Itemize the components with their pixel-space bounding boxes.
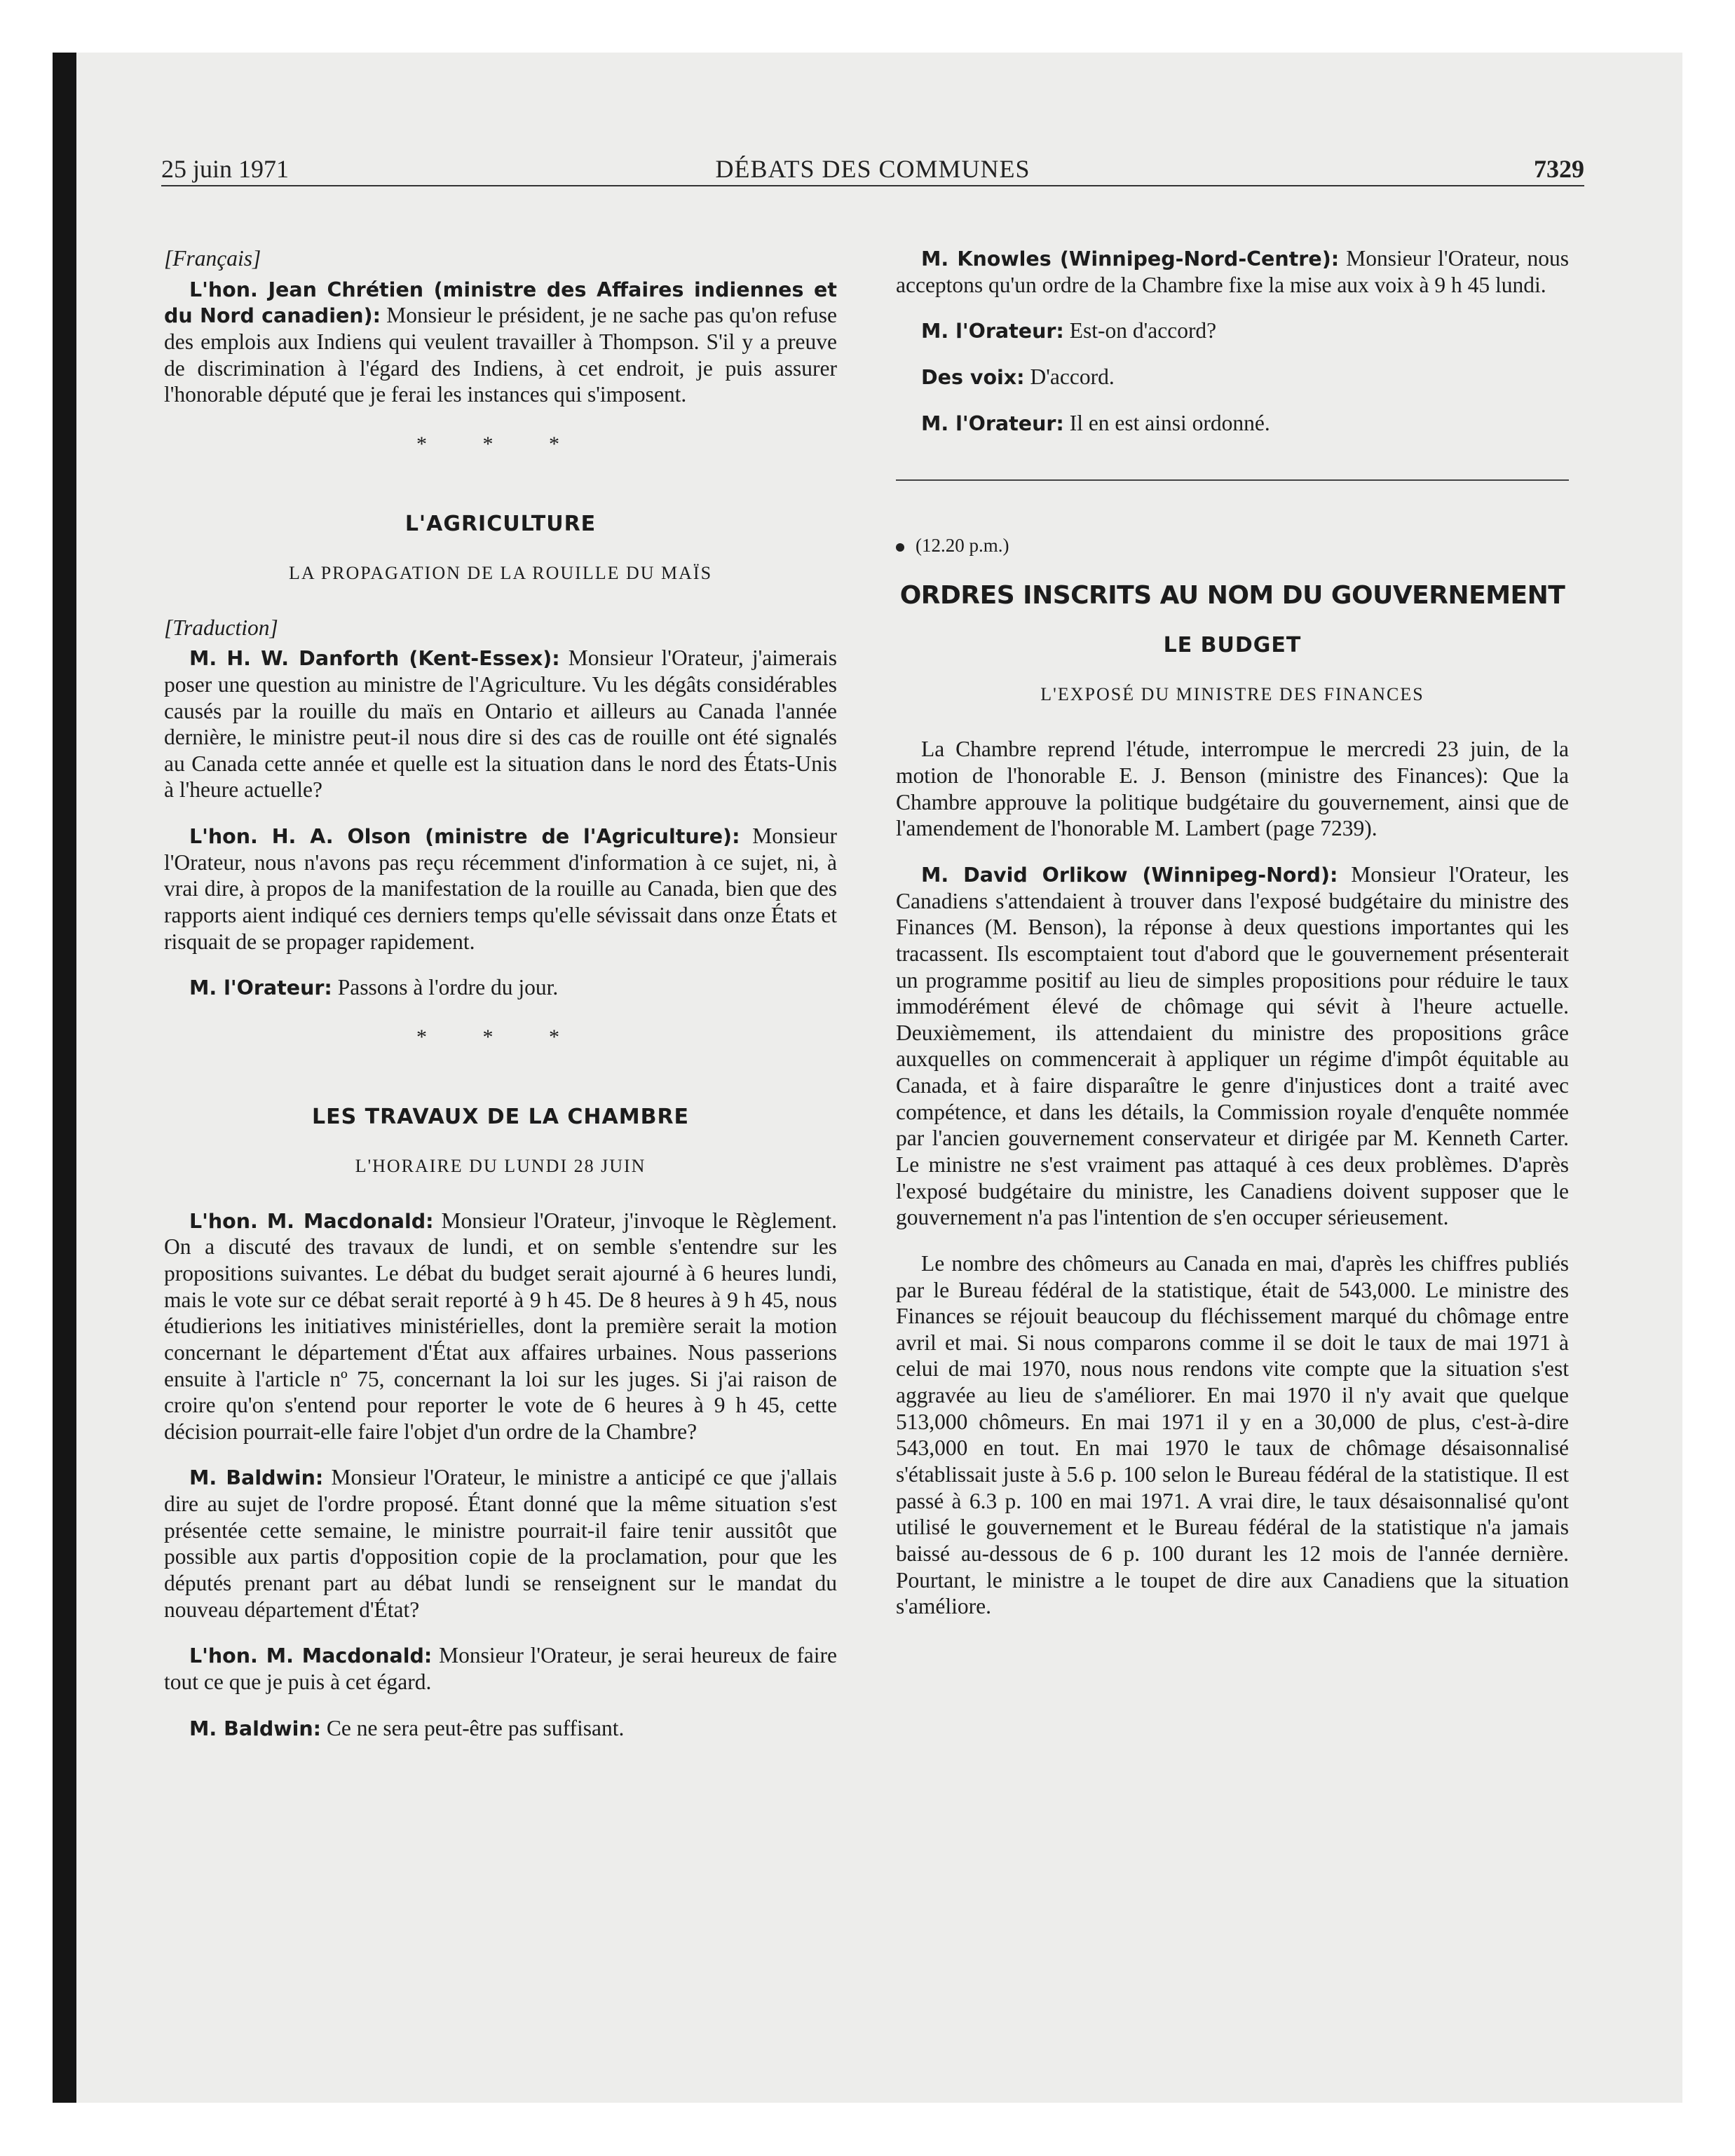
binding-edge (53, 53, 76, 2103)
speaker: M. l'Orateur: (921, 411, 1064, 435)
paragraph (896, 410, 1569, 437)
section-separator: * * * (416, 1025, 585, 1049)
running-header (161, 154, 1584, 189)
speaker: L'hon. M. Macdonald: (189, 1644, 433, 1668)
speaker: M. Baldwin: (189, 1466, 324, 1490)
speech-text: Monsieur l'Orateur, nous acceptons qu'un ordre de la Chambre fixe la mise aux voix à 9 h 45 lundi. (896, 246, 1570, 297)
speech-text: Monsieur l'Orateur, j'aimerais poser une question au ministre de l'Agriculture. Vu les dégâts considérables causés par la rouille du maïs en Ontario et ailleurs au Canada l'année dernière, le ministre peut-il nous dire si des cas de rouille ont été signalés au Canada cette année et quelle est la situation dans le nord des États-Unis à l'heure actuelle? (164, 646, 837, 803)
section-heading: LES TRAVAUX DE LA CHAMBRE (311, 1104, 690, 1129)
paragraph (164, 645, 837, 803)
speech-text: Monsieur l'Orateur, j'invoque le Règlement. On a discuté des travaux de lundi, et on semble s'entendre sur les propositions suivantes. Le débat du budget serait ajourné à 6 heures lundi, mais le vote sur ce débat serait reporté à 9 h 45. De 8 heures à 9 h 45, nous étudierions les initiatives ministérielles, dont la première serait la motion concernant le département d'État aux affaires urbaines. Nous passerions ensuite à l'article nº 75, concernant la loi sur les juges. Si j'ai raison de croire qu'on s'entend pour reporter le vote de 6 heures à 9 h 45, cette décision pourrait-elle faire l'objet d'un ordre de la Chambre? (164, 1208, 838, 1444)
speech-text: Ce ne sera peut-être pas suffisant. (326, 1715, 625, 1740)
paragraph (896, 736, 1569, 842)
speaker: L'hon. H. A. Olson (ministre de l'Agriculture): (189, 825, 740, 849)
bullet-icon (896, 543, 904, 552)
section-heading: L'AGRICULTURE (404, 511, 597, 536)
speaker: M. l'Orateur: (921, 320, 1064, 343)
speech-text: D'accord. (1030, 364, 1115, 389)
section-rule (896, 479, 1569, 481)
language-tag: [Français] (164, 246, 261, 271)
speech-text: Monsieur l'Orateur, nous n'avons pas reçu récemment d'information à ce sujet, ni, à vrai dire, à propos de la manifestation de la rouille au Canada, bien que des rapports aient indiqué ces derniers temps qu'elle sévissait dans onze États et risquait de se propager rapidement. (164, 824, 837, 954)
speaker: M. David Orlikow (Winnipeg-Nord): (921, 863, 1338, 887)
time-text: (12.20 p.m.) (916, 535, 1009, 557)
header-date: 25 juin 1971 (161, 155, 290, 183)
section-subheading: L'HORAIRE DU LUNDI 28 JUIN (355, 1155, 646, 1176)
time-stamp (896, 534, 1569, 557)
paragraph (164, 276, 837, 408)
paragraph (164, 1464, 837, 1623)
paragraph (164, 1642, 837, 1695)
speech-text: La Chambre reprend l'étude, interrompue le mercredi 23 juin, de la motion de l'honorable E. J. Benson (ministre des Finances): Que la Chambre approuve la politique budgétaire du gouvernement, ainsi que de l'amendement de l'honorable M. Lambert (page 7239). (896, 737, 1569, 841)
speech-text: Monsieur l'Orateur, le ministre a anticipé ce que j'allais dire au sujet de l'ordre proposé. Étant donné que la même situation s'est présentée cette semaine, le ministre pourrait-il faire tenir aussitôt que possible aux partis d'opposition copie de la proclamation, pour que les députés prenant part au débat lundi se renseignent sur le mandat du nouveau département d'État? (164, 1465, 837, 1622)
speech-text: Monsieur l'Orateur, les Canadiens s'attendaient à trouver dans l'exposé budgétaire du ministre des Finances (M. Benson), la réponse à deux questions importantes qui les tracassent. Ils escomptaient tout d'abord que le gouvernement présenterait un programme positif au lieu de simples propositions pour réduire le taux immodérément élevé de chômage qui sévit à l'heure actuelle. Deuxièmement, ils attendaient du ministre des propositions grâce auxquelles on commencerait à appliquer un régime d'impôt équitable au Canada, et à faire disparaître le genre d'injustices dont a traité avec compétence, et dans les détails, la Commission royale d'enquête nommée par l'ancien gouvernement conservateur et dirigée par M. Kenneth Carter. Le ministre ne s'est vraiment pas attaqué à ces deux problèmes. D'après l'exposé budgétaire du ministre, les Canadiens doivent supposer que le gouvernement n'a pas l'intention de s'en occuper sérieusement. (896, 861, 1570, 1230)
section-separator: * * * (416, 432, 585, 456)
speaker: Des voix: (921, 365, 1025, 389)
speaker: M. H. W. Danforth (Kent-Essex): (189, 647, 560, 671)
right-column (896, 245, 1569, 1639)
section-heading: LE BUDGET (1163, 633, 1302, 658)
paragraph (896, 364, 1569, 390)
paragraph (896, 318, 1569, 344)
speaker: L'hon. Jean Chrétien (ministre des Affaires indiennes et du Nord canadien): (164, 278, 837, 328)
paragraph (164, 823, 837, 955)
speaker: M. l'Orateur: (189, 976, 332, 1000)
section-subheading: L'EXPOSÉ DU MINISTRE DES FINANCES (1040, 684, 1424, 705)
language-tag: [Traduction] (164, 615, 278, 640)
paragraph (164, 1208, 837, 1445)
paragraph (164, 974, 837, 1001)
header-rule (161, 185, 1584, 186)
speech-text: Est-on d'accord? (1069, 318, 1217, 343)
speaker: M. Baldwin: (189, 1717, 322, 1740)
speech-text: Monsieur l'Orateur, je serai heureux de faire tout ce que je puis à cet égard. (164, 1643, 838, 1694)
paragraph (896, 1250, 1569, 1620)
paragraph (164, 1715, 837, 1742)
speech-text: Passons à l'ordre du jour. (337, 975, 559, 1000)
speech-text: Monsieur le président, je ne sache pas qu'on refuse des emplois aux Indiens qui veulent travailler à Thompson. S'il y a preuve de discrimination à l'égard des Indiens, à cet endroit, je puis assurer l'honorable député que je ferai les instances qui s'imposent. (164, 303, 838, 407)
page-number: 7329 (1534, 155, 1584, 183)
paragraph (896, 861, 1569, 1231)
speaker: M. Knowles (Winnipeg-Nord-Centre): (921, 247, 1340, 271)
orders-heading: ORDRES INSCRITS AU NOM DU GOUVERNEMENT (899, 581, 1565, 610)
speech-text: Il en est ainsi ordonné. (1069, 410, 1270, 435)
header-title: DÉBATS DES COMMUNES (715, 155, 1030, 183)
speaker: L'hon. M. Macdonald: (189, 1209, 434, 1233)
speech-text: Le nombre des chômeurs au Canada en mai, d'après les chiffres publiés par le Bureau fédéral de la statistique, était de 543,000. Le ministre des Finances se réjouit beaucoup du fléchissement marqué du chômage entre avril et mai. Si nous comparons comme il se doit le taux de mai 1971 à celui de mai 1970, nous nous rendons vite compte que la situation s'est aggravée au lieu de s'améliorer. En mai 1970 il n'y avait que quelque 513,000 chômeurs. En mai 1971 il y en a 30,000 de plus, c'est-à-dire 543,000 en tout. En mai 1970 le taux de chômage désaisonnalisé s'établissait juste à 5.6 p. 100 selon le Bureau fédéral de la statistique. Il est passé à 6.3 p. 100 en mai 1971. A vrai dire, le taux désaisonnalisé qu'ont utilisé le gouvernement et le Bureau fédéral de la statistique n'a jamais baissé au-dessous de 6 p. 100 durant les 12 mois de l'année dernière. Pourtant, le ministre a le toupet de dire aux Canadiens que la situation s'améliore. (896, 1250, 1569, 1619)
left-column (164, 245, 837, 1761)
section-subheading: LA PROPAGATION DE LA ROUILLE DU MAÏS (288, 562, 713, 583)
paragraph (896, 245, 1569, 298)
